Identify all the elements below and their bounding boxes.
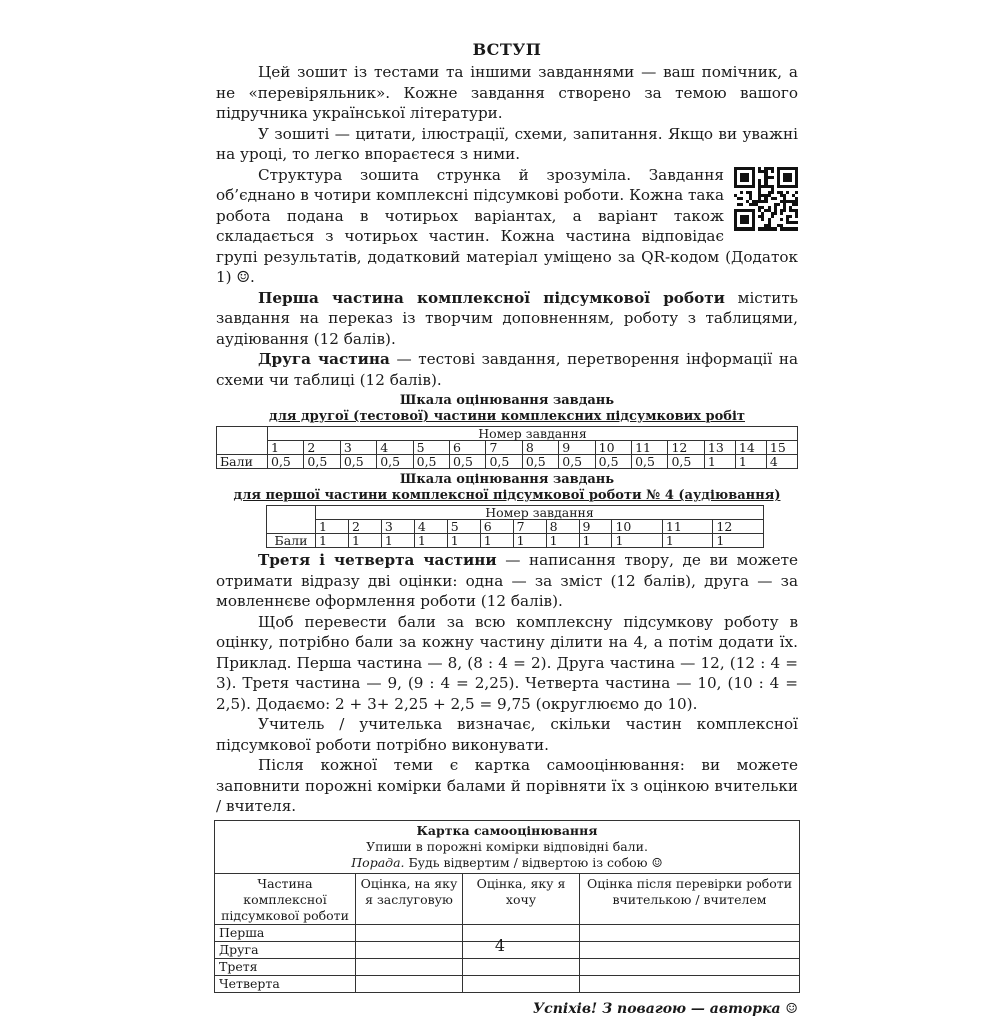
- scale1-points-cell: 1: [612, 534, 662, 548]
- parts-three-four-paragraph: [216, 550, 798, 612]
- scale1-caption-line1: Шкала оцінювання завдань: [399, 472, 615, 487]
- scale2-points-cell: 0,5: [486, 455, 522, 469]
- qr-code-icon[interactable]: [734, 167, 798, 231]
- scale2-corner-cell: [217, 427, 268, 455]
- scale1-corner-cell: [267, 506, 316, 534]
- card-caption: [215, 820, 800, 873]
- scale2-caption-line2: для другої (тестової) частини комплексних підсумкових робіт: [269, 409, 745, 424]
- scale1-caption-line2: для першої частини комплексної підсумкової роботи № 4 (аудіювання): [233, 488, 781, 503]
- scale1-number-cell: 2: [348, 520, 381, 534]
- scale1-points-cell: 1: [579, 534, 612, 548]
- scale2-points-cell: 0,5: [268, 455, 304, 469]
- self-assessment-paragraph: Після кожної теми є картка самооцінювання: ви можете заповнити порожні комірки балами й порівняти їх з оцінкою вчительки / вчителя.: [216, 756, 798, 815]
- scale2-number-cell: 7: [486, 441, 522, 455]
- card-col-wanted: Оцінка, яку я хочу: [463, 873, 580, 924]
- scale1-number-cell: 5: [447, 520, 480, 534]
- card-row: [215, 958, 800, 975]
- parts-three-four-text: — написання твору, де ви можете отримати відразу дві оцінки: одна — за зміст (12 балів), друга — за мовленнєве оформлення роботи (12 балів).: [216, 551, 798, 610]
- scale2-number-cell: 5: [413, 441, 449, 455]
- card-advice-text: Будь відвертим / відвертою із собою ☺: [404, 854, 663, 870]
- scale1-number-cell: 12: [713, 520, 764, 534]
- scale1-header: Номер завдання: [316, 506, 764, 520]
- card-instruction: Упиши в порожні комірки відповідні бали.: [366, 838, 648, 854]
- intro-paragraph-2: У зошиті — цитати, ілюстрації, схеми, запитання. Якщо ви уважні на уроці, то легко впораєтеся з ними.: [216, 124, 798, 163]
- page-title: ВСТУП: [472, 40, 542, 59]
- scale2-header-row: [217, 427, 798, 441]
- scale1-table: [266, 505, 764, 548]
- scale2-table: [216, 426, 798, 469]
- scale2-points-cell: 0,5: [304, 455, 340, 469]
- scale1-points-cell: 1: [480, 534, 513, 548]
- scale1-caption: [216, 472, 798, 504]
- card-header-row: [215, 873, 800, 924]
- scale2-number-cell: 6: [450, 441, 486, 455]
- card-caption-row: [215, 820, 800, 873]
- scale1-points-cell: 1: [381, 534, 414, 548]
- scale1-points-cell: 1: [713, 534, 764, 548]
- scale2-number-cell: 11: [632, 441, 668, 455]
- structure-paragraph: Структура зошита струнка й зрозуміла. Завдання об’єднано в чотири комплексні підсумкові роботи. Кожна така робота подана в чотирьох варіантах, а варіант також складається з чотирьох частин. Кожна частина відповідає групі результатів, додатковий матеріал уміщено за QR-кодом (Додаток 1) ☺.: [216, 165, 798, 286]
- card-score-cell[interactable]: [580, 975, 800, 992]
- card-col-deserved: Оцінка, на яку я заслуговую: [356, 873, 463, 924]
- scale2-number-cell: 9: [559, 441, 595, 455]
- card-rows: [215, 924, 800, 992]
- scale1-row-label: Бали: [267, 534, 316, 548]
- scale2-number-row: [217, 441, 798, 455]
- content: [216, 36, 798, 1017]
- part-one-label: Перша частина комплексної підсумкової роботи: [258, 288, 725, 307]
- card-col-teacher: Оцінка після перевірки роботи вчителькою / вчителем: [580, 873, 800, 924]
- scale1-points-cell: 1: [414, 534, 447, 548]
- card-score-cell[interactable]: [356, 958, 463, 975]
- scale2-points-cell: 4: [766, 455, 797, 469]
- card-advice-label: Порада.: [351, 854, 405, 870]
- signoff: Успіхів! З повагою — авторка ☺: [532, 1000, 798, 1017]
- scale2-number-cell: 4: [377, 441, 413, 455]
- card-row-label: Друга: [215, 941, 356, 958]
- card-score-cell[interactable]: [356, 975, 463, 992]
- scale2-points-cell: 0,5: [377, 455, 413, 469]
- conversion-paragraph: Щоб перевести бали за всю комплексну підсумкову роботу в оцінку, потрібно бали за кожну частину ділити на 4, а потім додати їх. Приклад. Перша частина — 8, (8 : 4 = 2). Друга частина — 12, (12 : 4 = 3). Третя частина — 9, (9 : 4 = 2,25). Четверта частина — 10, (10 : 4 = 2,5). Додаємо: 2 + 3+ 2,25 + 2,5 = 9,75 (округлюємо до 10).: [216, 612, 798, 713]
- scale2-points-cell: 0,5: [413, 455, 449, 469]
- intro-paragraph-1: Цей зошит із тестами та іншими завданнями — ваш помічник, а не «перевіряльник». Кожне завдання створено за темою вашого підручника української літератури.: [216, 63, 798, 122]
- scale2-number-cell: 15: [766, 441, 797, 455]
- scale1-points-cell: 1: [348, 534, 381, 548]
- card-col-part: Частина комплексної підсумкової роботи: [215, 873, 356, 924]
- scale2-number-cell: 14: [735, 441, 766, 455]
- scale1-number-row: [267, 520, 764, 534]
- card-advice: [219, 855, 795, 871]
- scale2-header: Номер завдання: [268, 427, 798, 441]
- scale1-points-cell: 1: [546, 534, 579, 548]
- scale2-number-cell: 13: [704, 441, 735, 455]
- scale2-points-cell: 0,5: [559, 455, 595, 469]
- scale1-points-cell: 1: [447, 534, 480, 548]
- card-row: [215, 975, 800, 992]
- part-one-text: містить завдання на переказ із творчим доповненням, роботу з таблицями, аудіювання (12 балів).: [216, 288, 798, 348]
- card-score-cell[interactable]: [463, 975, 580, 992]
- scale2-points-cell: 1: [735, 455, 766, 469]
- scale1-number-cell: 1: [316, 520, 349, 534]
- scale2-row-label: Бали: [217, 455, 268, 469]
- scale2-points-cell: 0,5: [450, 455, 486, 469]
- scale1-header-row: [267, 506, 764, 520]
- scale2-points-cell: 0,5: [595, 455, 631, 469]
- card-row-label: Четверта: [215, 975, 356, 992]
- scale1-points-row: [267, 534, 764, 548]
- scale1-number-cell: 10: [612, 520, 662, 534]
- scale2-caption: [216, 393, 798, 425]
- card-row-label: Третя: [215, 958, 356, 975]
- scale1-number-cell: 3: [381, 520, 414, 534]
- scale1-number-cell: 9: [579, 520, 612, 534]
- scale2-number-cell: 3: [340, 441, 376, 455]
- scale2-points-cell: 0,5: [668, 455, 704, 469]
- parts-three-four-label: Третя і четверта частини: [258, 551, 497, 569]
- scale1-number-cell: 6: [480, 520, 513, 534]
- card-title: Картка самооцінювання: [416, 822, 598, 838]
- scale2-number-cell: 12: [668, 441, 704, 455]
- scale1-number-cell: 4: [414, 520, 447, 534]
- scale1-number-cell: 7: [513, 520, 546, 534]
- scale1-number-cell: 8: [546, 520, 579, 534]
- scale2-caption-line1: Шкала оцінювання завдань: [399, 393, 615, 408]
- scale2-number-cell: 8: [522, 441, 558, 455]
- scale1-points-cell: 1: [316, 534, 349, 548]
- card-score-cell[interactable]: [463, 958, 580, 975]
- part-one-paragraph: [216, 288, 798, 350]
- page-number: 4: [494, 936, 506, 955]
- scale2-number-cell: 1: [268, 441, 304, 455]
- self-assessment-card: [214, 820, 800, 993]
- scale2-points-cell: 0,5: [522, 455, 558, 469]
- scale2-points-cell: 0,5: [340, 455, 376, 469]
- part-two-paragraph: [216, 349, 798, 390]
- scale2-points-row: [217, 455, 798, 469]
- scale1-points-cell: 1: [513, 534, 546, 548]
- scale2-points-cell: 1: [704, 455, 735, 469]
- scale2-number-cell: 10: [595, 441, 631, 455]
- qr-code-pattern: [734, 167, 798, 231]
- part-two-text: — тестові завдання, перетворення інформації на схеми чи таблиці (12 балів).: [216, 350, 798, 389]
- scale2-points-cell: 0,5: [632, 455, 668, 469]
- part-two-label: Друга частина: [258, 350, 390, 368]
- card-score-cell[interactable]: [580, 958, 800, 975]
- scale1-number-cell: 11: [662, 520, 712, 534]
- scale1-points-cell: 1: [662, 534, 712, 548]
- card-row-label: Перша: [215, 924, 356, 941]
- scale2-number-cell: 2: [304, 441, 340, 455]
- teacher-paragraph: Учитель / учителька визначає, скільки частин комплексної підсумкової роботи потрібно виконувати.: [216, 715, 798, 754]
